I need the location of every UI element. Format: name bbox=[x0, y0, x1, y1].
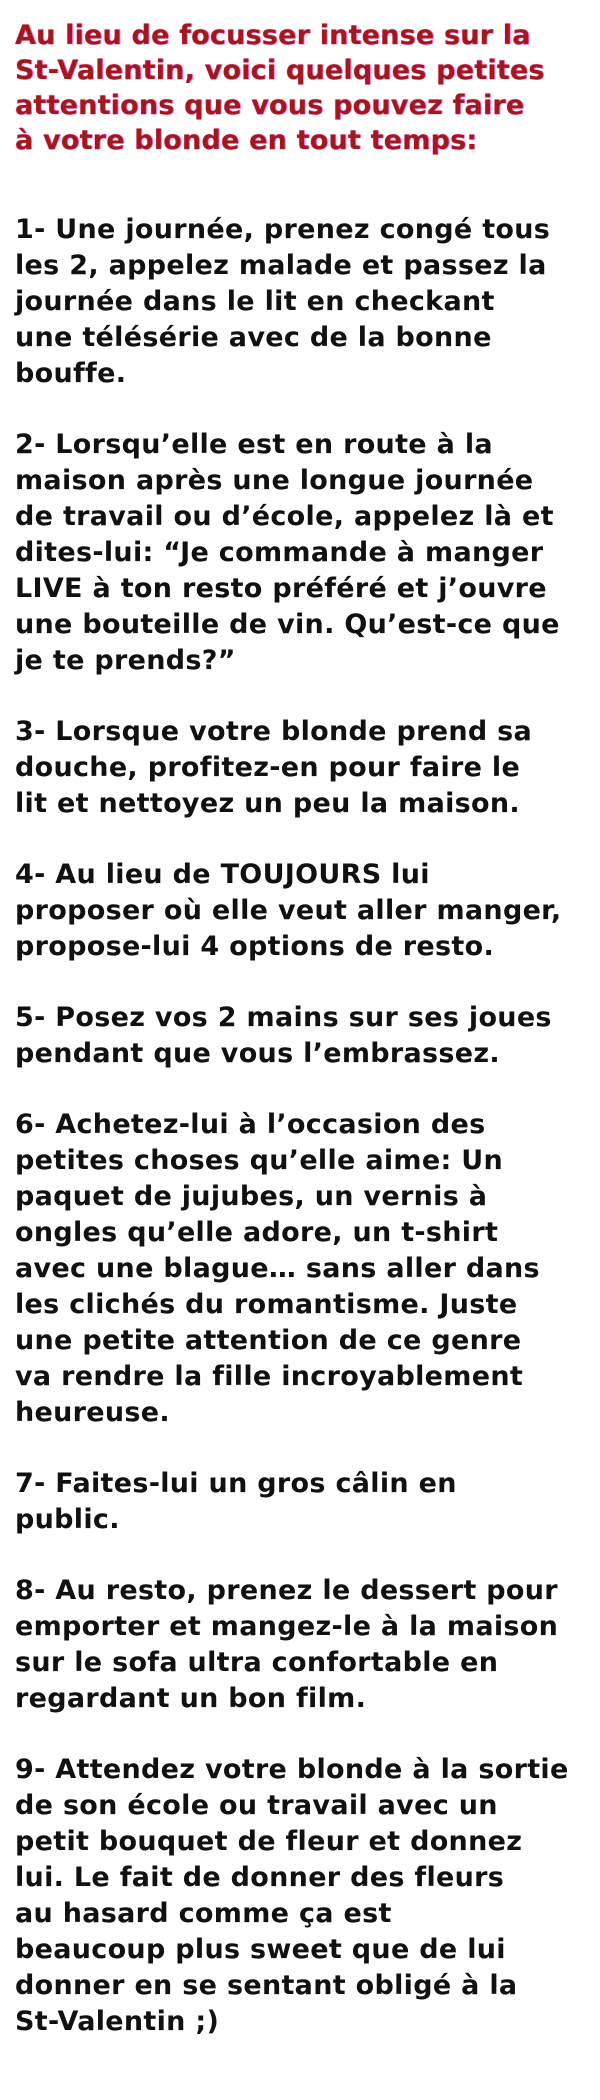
tip-1: 1- Une journée, prenez congé tous les 2, appelez malade et passez la journée dans le lit en checkant une télésérie avec de la bonne bouffe. bbox=[15, 214, 551, 389]
tip-7: 7- Faites-lui un gros câlin en public. bbox=[15, 1468, 457, 1535]
tip-5: 5- Posez vos 2 mains sur ses joues pendant que vous l’embrassez. bbox=[15, 1002, 552, 1069]
tip-8: 8- Au resto, prenez le dessert pour emporter et mangez-le à la maison sur le sofa ultra confortable en regardant un bon film. bbox=[15, 1575, 559, 1714]
tip-4: 4- Au lieu de TOUJOURS lui proposer où elle veut aller manger, propose-lui 4 options de resto. bbox=[15, 859, 562, 962]
tip-9: 9- Attendez votre blonde à la sortie de son école ou travail avec un petit bouquet de fleur et donnez lui. Le fait de donner des fleurs au hasard comme ça est beaucoup plus sweet que de lui donner en se sentant obligé à la St-Valentin ;) bbox=[15, 1754, 569, 2037]
tip-2: 2- Lorsqu’elle est en route à la maison après une longue journée de travail ou d’école, appelez là et dites-lui: “Je commande à manger LIVE à ton resto préféré et j’ouvre une bouteille de vin. Qu’est-ce que je te prends?” bbox=[15, 429, 560, 676]
tip-3: 3- Lorsque votre blonde prend sa douche, profitez-en pour faire le lit et nettoyez un peu la maison. bbox=[15, 716, 533, 819]
intro-text: Au lieu de focusser intense sur la St-Valentin, voici quelques petites attentions que vous pouvez faire à votre blonde en tout temps: bbox=[15, 20, 545, 156]
tips-list bbox=[15, 212, 588, 2040]
tip-6: 6- Achetez-lui à l’occasion des petites choses qu’elle aime: Un paquet de jujubes, un vernis à ongles qu’elle adore, un t-shirt avec une blague… sans aller dans les clichés du romantisme. Juste une petite attention de ce genre va rendre la fille incroyablement heureuse. bbox=[15, 1109, 540, 1428]
